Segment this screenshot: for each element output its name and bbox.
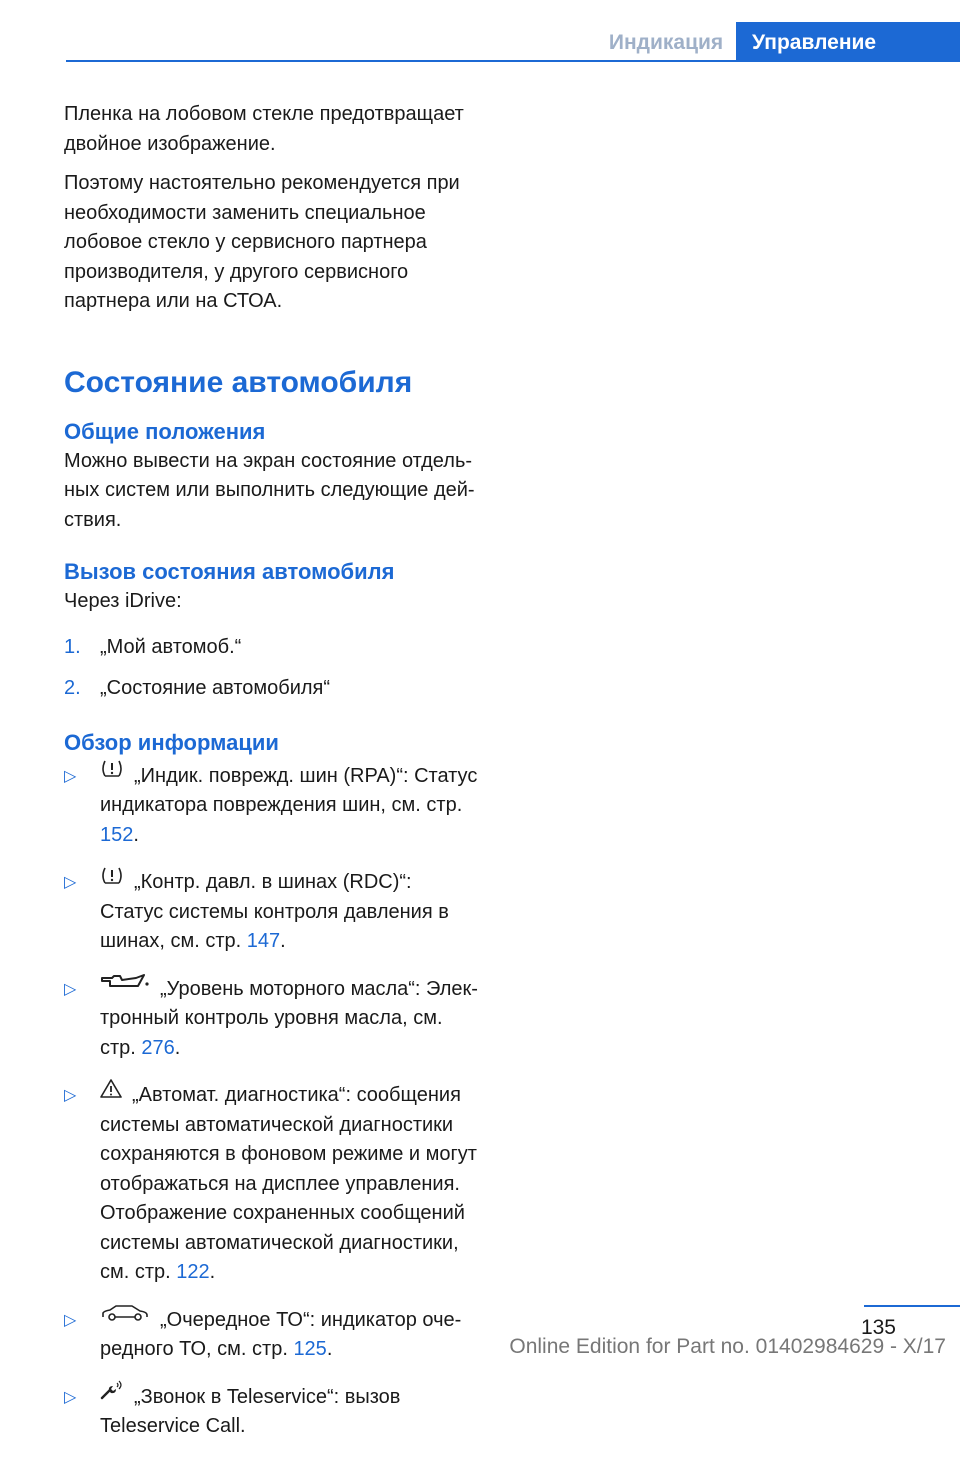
edition-footer: Online Edition for Part no. 01402984629 - X/17 (509, 1335, 946, 1358)
tire-warning-icon (100, 759, 124, 789)
item-text: „Автомат. диагностика“: сообщения системы автоматической диагностики сохраняются в фоновом режиме и могут отображаться на дисплее управления. Отображение сохраненных сообщений системы автоматической диагностики, см. стр. (100, 1084, 477, 1283)
call-text: Через iDrive: (64, 590, 182, 612)
item-tail: . (174, 1036, 181, 1059)
item-tail: . (326, 1338, 333, 1360)
step-number: 2. (64, 677, 81, 699)
steps-list (64, 633, 480, 704)
general-text: Можно вывести на экран состояние отдельных систем или выполнить следующие действия. (64, 449, 475, 531)
page-content (64, 100, 480, 1460)
list-item (64, 975, 480, 1064)
page-link[interactable]: 147 (246, 930, 281, 952)
page-link[interactable]: 125 (293, 1338, 327, 1360)
section-title: Состояние автомобиля (64, 365, 413, 399)
item-text: „Индик. поврежд. шин (RPA)“: Статус индикатора повреждения шин, см. стр. (100, 764, 478, 816)
overview-heading: Обзор информации (64, 729, 279, 755)
tire-warning-icon (100, 866, 124, 896)
bullet-arrow-icon: ▷ (64, 1087, 77, 1104)
item-text: „Уровень моторного масла“: Электронный контроль уровня масла, см. стр. (100, 977, 478, 1059)
item-tail: . (280, 930, 286, 952)
item-text: „Очередное ТО“: индикатор очередного ТО, см. стр. (100, 1308, 462, 1360)
bullet-arrow-icon: ▷ (64, 767, 77, 785)
tab-control[interactable]: Управление (736, 22, 960, 62)
list-item (64, 762, 480, 851)
car-service-icon (100, 1303, 150, 1333)
bullet-arrow-icon: ▷ (64, 874, 77, 891)
list-item (64, 674, 480, 704)
bullet-arrow-icon: ▷ (64, 1388, 77, 1406)
bullet-arrow-icon: ▷ (64, 980, 77, 998)
oil-can-icon (100, 972, 150, 1002)
page-link[interactable]: 276 (141, 1036, 175, 1059)
intro-paragraph-1: Пленка на лобовом стекле предотвращает двойное изображение. (64, 103, 464, 155)
general-heading: Общие положения (64, 418, 266, 444)
warning-triangle-icon (100, 1079, 122, 1109)
list-item (64, 1383, 480, 1442)
page-link[interactable]: 122 (176, 1261, 210, 1283)
list-item (64, 1081, 480, 1288)
step-text: „Мой автомоб.“ (100, 635, 242, 658)
step-text: „Состояние автомобиля“ (100, 677, 331, 699)
page-number: 135 (860, 1316, 896, 1339)
page-link[interactable]: 152 (100, 823, 134, 846)
item-tail: . (133, 823, 139, 846)
item-text: „Звонок в Teleservice“: вызов Teleservice Call. (100, 1385, 401, 1437)
list-item (64, 868, 480, 957)
list-item (64, 633, 480, 663)
intro-paragraph-2: Поэтому настоятельно рекомендуется при необходимости заменить специальное лобовое стекло у сервисного партнера производителя, у другого сервисного партнера или на СТОА. (64, 172, 460, 312)
item-tail: . (209, 1261, 216, 1283)
footer-rule (864, 1305, 960, 1307)
tab-indication[interactable]: Индикация (608, 31, 724, 54)
step-number: 1. (64, 635, 81, 658)
header-rule (66, 60, 960, 62)
call-heading: Вызов состояния автомобиля (64, 559, 395, 584)
item-text: „Контр. давл. в шинах (RDC)“: Статус системы контроля давления в шинах, см. стр. (100, 871, 449, 952)
wrench-signal-icon (100, 1380, 124, 1410)
bullet-arrow-icon: ▷ (64, 1311, 77, 1329)
